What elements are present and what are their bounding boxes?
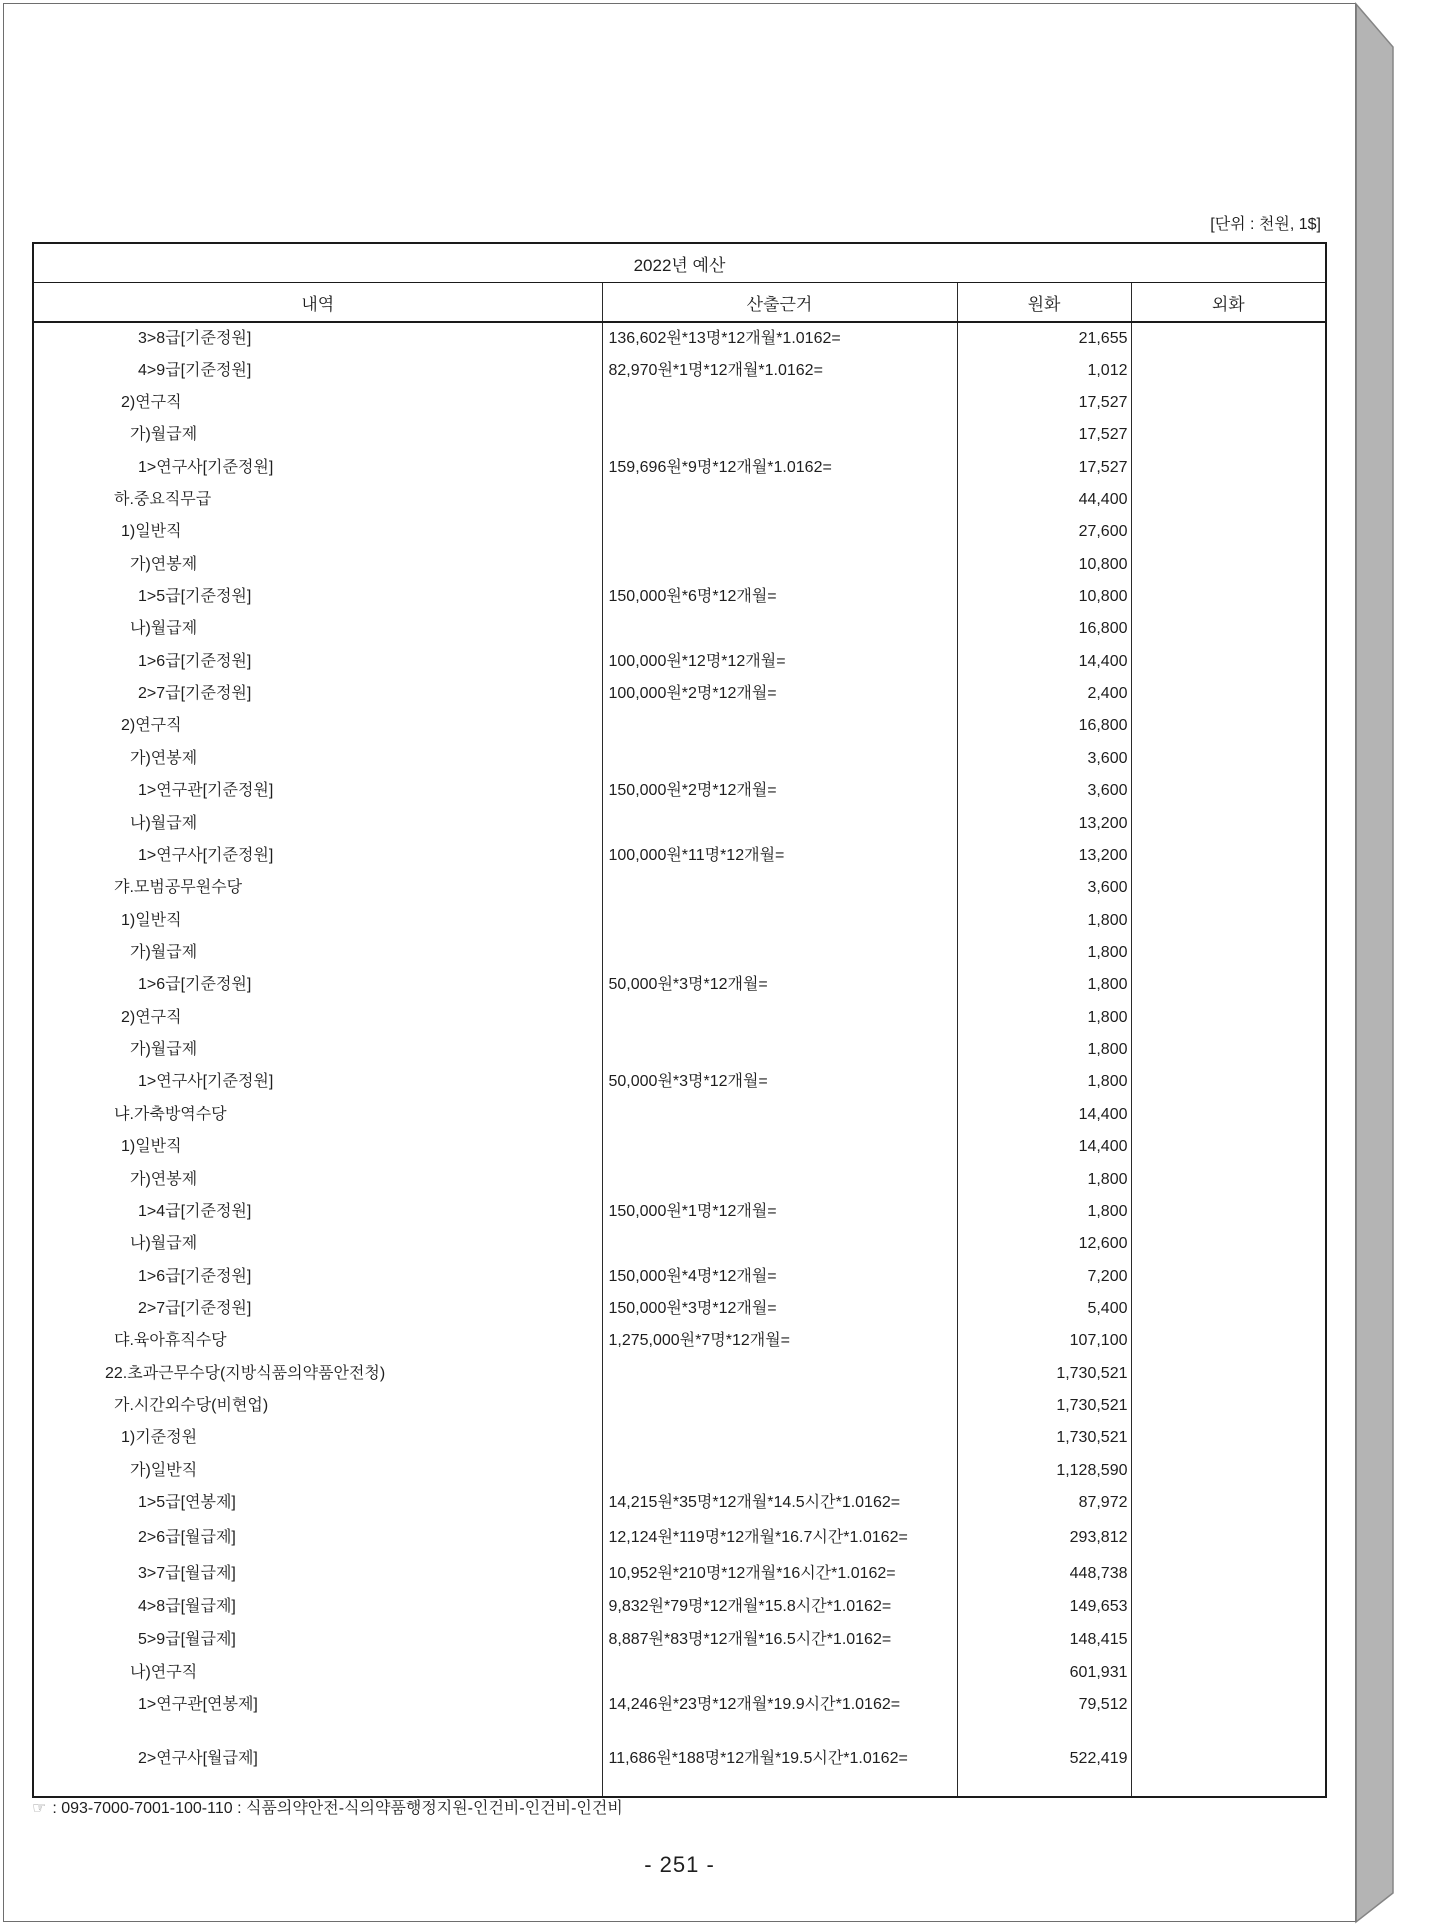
- table-row: [33, 1422, 1326, 1454]
- table-row: [33, 1002, 1326, 1034]
- cell-fx: [1131, 1591, 1326, 1624]
- cell-krw: 17,527: [957, 419, 1131, 451]
- cell-krw: 1,800: [957, 1196, 1131, 1228]
- cell-fx: [1131, 646, 1326, 678]
- table-row: [33, 969, 1326, 1001]
- cell-basis: 136,602원*13명*12개월*1.0162=: [602, 322, 957, 354]
- cell-krw: 149,653: [957, 1591, 1131, 1624]
- cell-fx: [1131, 354, 1326, 386]
- cell-basis: 8,887원*83명*12개월*16.5시간*1.0162=: [602, 1623, 957, 1656]
- cell-item: 갸.모범공무원수당: [33, 872, 602, 904]
- cell-item: 2>6급[월급제]: [33, 1519, 602, 1557]
- cell-krw: 2,400: [957, 678, 1131, 710]
- cell-basis: 14,246원*23명*12개월*19.9시간*1.0162=: [602, 1689, 957, 1722]
- table-body: [33, 322, 1326, 1797]
- cell-item: 1>6급[기준정원]: [33, 1260, 602, 1292]
- cell-item: 1>연구사[기준정원]: [33, 840, 602, 872]
- cell-krw: 1,730,521: [957, 1390, 1131, 1422]
- cell-basis: 100,000원*12명*12개월=: [602, 646, 957, 678]
- cell-item: 1>연구사[기준정원]: [33, 1066, 602, 1098]
- cell-basis: 50,000원*3명*12개월=: [602, 969, 957, 1001]
- cell-krw: 14,400: [957, 646, 1131, 678]
- cell-krw: 13,200: [957, 840, 1131, 872]
- cell-krw: 14,400: [957, 1099, 1131, 1131]
- cell-krw: 27,600: [957, 516, 1131, 548]
- cell-krw: 522,419: [957, 1722, 1131, 1797]
- table-row: [33, 1591, 1326, 1624]
- table-title: 2022년 예산: [33, 243, 1326, 283]
- cell-krw: 1,800: [957, 1002, 1131, 1034]
- cell-basis: 150,000원*4명*12개월=: [602, 1260, 957, 1292]
- table-row: [33, 516, 1326, 548]
- cell-basis: [602, 710, 957, 742]
- cell-fx: [1131, 419, 1326, 451]
- col-header-fx: 외화: [1131, 283, 1326, 323]
- cell-basis: [602, 419, 957, 451]
- cell-krw: 16,800: [957, 613, 1131, 645]
- cell-krw: 13,200: [957, 807, 1131, 839]
- cell-krw: 87,972: [957, 1487, 1131, 1519]
- cell-basis: [602, 484, 957, 516]
- cell-fx: [1131, 581, 1326, 613]
- cell-item: 가)일반직: [33, 1455, 602, 1487]
- cell-krw: 17,527: [957, 387, 1131, 419]
- cell-basis: 159,696원*9명*12개월*1.0162=: [602, 451, 957, 483]
- cell-basis: [602, 872, 957, 904]
- cell-basis: 100,000원*2명*12개월=: [602, 678, 957, 710]
- cell-fx: [1131, 1656, 1326, 1689]
- cell-fx: [1131, 516, 1326, 548]
- cell-fx: [1131, 1131, 1326, 1163]
- cell-basis: 100,000원*11명*12개월=: [602, 840, 957, 872]
- cell-fx: [1131, 1325, 1326, 1357]
- table-row: [33, 1656, 1326, 1689]
- cell-item: 2>7급[기준정원]: [33, 1293, 602, 1325]
- cell-krw: 1,730,521: [957, 1358, 1131, 1390]
- table-row: [33, 549, 1326, 581]
- cell-fx: [1131, 807, 1326, 839]
- cell-basis: [602, 549, 957, 581]
- cell-fx: [1131, 387, 1326, 419]
- table-row: [33, 1722, 1326, 1797]
- cell-fx: [1131, 1557, 1326, 1590]
- cell-basis: 10,952원*210명*12개월*16시간*1.0162=: [602, 1557, 957, 1590]
- column-header-row: [33, 283, 1326, 323]
- table-row: [33, 1260, 1326, 1292]
- cell-item: 가.시간외수당(비현업): [33, 1390, 602, 1422]
- cell-krw: 7,200: [957, 1260, 1131, 1292]
- account-code-text: : 093-7000-7001-100-110 : 식품의약안전-식의약품행정지원-인건비-인건비-인건비: [52, 1800, 623, 1817]
- cell-fx: [1131, 1487, 1326, 1519]
- cell-krw: 16,800: [957, 710, 1131, 742]
- table-row: [33, 1487, 1326, 1519]
- cell-item: 5>9급[월급제]: [33, 1623, 602, 1656]
- table-row: [33, 1099, 1326, 1131]
- cell-fx: [1131, 1519, 1326, 1557]
- cell-fx: [1131, 775, 1326, 807]
- cell-basis: [602, 1390, 957, 1422]
- cell-krw: 1,800: [957, 969, 1131, 1001]
- cell-fx: [1131, 1260, 1326, 1292]
- table-row: [33, 1455, 1326, 1487]
- cell-krw: 1,012: [957, 354, 1131, 386]
- cell-item: 3>8급[기준정원]: [33, 322, 602, 354]
- cell-basis: [602, 1034, 957, 1066]
- table-row: [33, 646, 1326, 678]
- cell-krw: 1,128,590: [957, 1455, 1131, 1487]
- table-title-row: [33, 243, 1326, 283]
- cell-krw: 17,527: [957, 451, 1131, 483]
- cell-basis: 11,686원*188명*12개월*19.5시간*1.0162=: [602, 1722, 957, 1797]
- cell-basis: [602, 1422, 957, 1454]
- cell-krw: 44,400: [957, 484, 1131, 516]
- cell-krw: 21,655: [957, 322, 1131, 354]
- table-row: [33, 937, 1326, 969]
- cell-basis: 1,275,000원*7명*12개월=: [602, 1325, 957, 1357]
- table-row: [33, 322, 1326, 354]
- cell-item: 가)연봉제: [33, 549, 602, 581]
- cell-item: 2>7급[기준정원]: [33, 678, 602, 710]
- table-row: [33, 840, 1326, 872]
- cell-basis: 50,000원*3명*12개월=: [602, 1066, 957, 1098]
- cell-item: 3>7급[월급제]: [33, 1557, 602, 1590]
- cell-fx: [1131, 613, 1326, 645]
- cell-item: 나)월급제: [33, 807, 602, 839]
- cell-basis: [602, 1099, 957, 1131]
- cell-fx: [1131, 1689, 1326, 1722]
- cell-krw: 107,100: [957, 1325, 1131, 1357]
- cell-item: 2)연구직: [33, 387, 602, 419]
- cell-item: 1>6급[기준정원]: [33, 646, 602, 678]
- cell-item: 1)일반직: [33, 516, 602, 548]
- cell-basis: [602, 1131, 957, 1163]
- table-row: [33, 484, 1326, 516]
- table-row: [33, 1034, 1326, 1066]
- table-row: [33, 1623, 1326, 1656]
- cell-item: 냐.가축방역수당: [33, 1099, 602, 1131]
- cell-fx: [1131, 969, 1326, 1001]
- cell-basis: 150,000원*3명*12개월=: [602, 1293, 957, 1325]
- cell-fx: [1131, 1228, 1326, 1260]
- table-row: [33, 451, 1326, 483]
- col-header-basis: 산출근거: [602, 283, 957, 323]
- cell-fx: [1131, 904, 1326, 936]
- cell-basis: 12,124원*119명*12개월*16.7시간*1.0162=: [602, 1519, 957, 1557]
- cell-krw: 1,800: [957, 1163, 1131, 1195]
- table-row: [33, 743, 1326, 775]
- table-row: [33, 354, 1326, 386]
- cell-item: 1)일반직: [33, 1131, 602, 1163]
- cell-basis: [602, 1002, 957, 1034]
- budget-table: [32, 242, 1327, 1798]
- cell-basis: [602, 1163, 957, 1195]
- cell-basis: 150,000원*1명*12개월=: [602, 1196, 957, 1228]
- page-number: - 251 -: [644, 1852, 715, 1877]
- cell-item: 1>연구관[기준정원]: [33, 775, 602, 807]
- cell-item: 하.중요직무급: [33, 484, 602, 516]
- cell-fx: [1131, 549, 1326, 581]
- cell-item: 2>연구사[월급제]: [33, 1722, 602, 1797]
- cell-item: 가)연봉제: [33, 743, 602, 775]
- cell-item: 가)월급제: [33, 937, 602, 969]
- cell-basis: [602, 743, 957, 775]
- cell-basis: 150,000원*2명*12개월=: [602, 775, 957, 807]
- cell-krw: 448,738: [957, 1557, 1131, 1590]
- cell-krw: 293,812: [957, 1519, 1131, 1557]
- cell-fx: [1131, 743, 1326, 775]
- cell-krw: 1,800: [957, 1066, 1131, 1098]
- cell-krw: 1,800: [957, 1034, 1131, 1066]
- cell-basis: 82,970원*1명*12개월*1.0162=: [602, 354, 957, 386]
- cell-fx: [1131, 451, 1326, 483]
- cell-item: 1>5급[연봉제]: [33, 1487, 602, 1519]
- table-row: [33, 678, 1326, 710]
- cell-fx: [1131, 1293, 1326, 1325]
- cell-fx: [1131, 1390, 1326, 1422]
- unit-label: [단위 : 천원, 1$]: [1210, 216, 1321, 233]
- cell-basis: 14,215원*35명*12개월*14.5시간*1.0162=: [602, 1487, 957, 1519]
- cell-krw: 3,600: [957, 743, 1131, 775]
- table-row: [33, 613, 1326, 645]
- cell-fx: [1131, 1358, 1326, 1390]
- cell-fx: [1131, 1455, 1326, 1487]
- cell-krw: 148,415: [957, 1623, 1131, 1656]
- table-row: [33, 1390, 1326, 1422]
- cell-item: 가)월급제: [33, 419, 602, 451]
- account-code-note: [32, 1798, 623, 1820]
- cell-fx: [1131, 1196, 1326, 1228]
- cell-item: 1>6급[기준정원]: [33, 969, 602, 1001]
- cell-basis: [602, 1228, 957, 1260]
- cell-krw: 601,931: [957, 1656, 1131, 1689]
- cell-basis: [602, 387, 957, 419]
- cell-item: 2)연구직: [33, 710, 602, 742]
- cell-item: 1)일반직: [33, 904, 602, 936]
- cell-item: 1>연구관[연봉제]: [33, 1689, 602, 1722]
- cell-basis: [602, 807, 957, 839]
- cell-krw: 5,400: [957, 1293, 1131, 1325]
- table-row: [33, 1066, 1326, 1098]
- cell-basis: [602, 1358, 957, 1390]
- cell-krw: 10,800: [957, 549, 1131, 581]
- cell-krw: 1,800: [957, 904, 1131, 936]
- table-row: [33, 710, 1326, 742]
- cell-basis: [602, 937, 957, 969]
- cell-fx: [1131, 872, 1326, 904]
- table-row: [33, 904, 1326, 936]
- cell-fx: [1131, 1099, 1326, 1131]
- cell-fx: [1131, 1163, 1326, 1195]
- cell-item: 4>9급[기준정원]: [33, 354, 602, 386]
- cell-krw: 10,800: [957, 581, 1131, 613]
- table-row: [33, 1196, 1326, 1228]
- cell-basis: [602, 1455, 957, 1487]
- table-row: [33, 1689, 1326, 1722]
- cell-item: 가)연봉제: [33, 1163, 602, 1195]
- table-row: [33, 581, 1326, 613]
- cell-item: 22.초과근무수당(지방식품의약품안전청): [33, 1358, 602, 1390]
- table-row: [33, 1519, 1326, 1557]
- cell-item: 나)월급제: [33, 613, 602, 645]
- cell-fx: [1131, 1722, 1326, 1797]
- table-row: [33, 872, 1326, 904]
- table-row: [33, 1228, 1326, 1260]
- cell-krw: 3,600: [957, 775, 1131, 807]
- cell-fx: [1131, 322, 1326, 354]
- cell-krw: 1,800: [957, 937, 1131, 969]
- table-row: [33, 419, 1326, 451]
- cell-basis: [602, 613, 957, 645]
- cell-item: 가)월급제: [33, 1034, 602, 1066]
- pointing-hand-icon: ☞: [32, 1800, 47, 1817]
- col-header-krw: 원화: [957, 283, 1131, 323]
- table-row: [33, 1131, 1326, 1163]
- cell-fx: [1131, 1066, 1326, 1098]
- cell-item: 1)기준정원: [33, 1422, 602, 1454]
- table-row: [33, 1325, 1326, 1357]
- cell-basis: [602, 516, 957, 548]
- cell-basis: 9,832원*79명*12개월*15.8시간*1.0162=: [602, 1591, 957, 1624]
- cell-basis: [602, 904, 957, 936]
- col-header-item: 내역: [33, 283, 602, 323]
- table-row: [33, 387, 1326, 419]
- cell-fx: [1131, 1422, 1326, 1454]
- cell-fx: [1131, 1623, 1326, 1656]
- cell-fx: [1131, 678, 1326, 710]
- cell-fx: [1131, 1002, 1326, 1034]
- table-row: [33, 807, 1326, 839]
- cell-fx: [1131, 484, 1326, 516]
- cell-item: 1>4급[기준정원]: [33, 1196, 602, 1228]
- cell-fx: [1131, 840, 1326, 872]
- cell-krw: 79,512: [957, 1689, 1131, 1722]
- cell-item: 1>연구사[기준정원]: [33, 451, 602, 483]
- cell-fx: [1131, 710, 1326, 742]
- table-row: [33, 1163, 1326, 1195]
- cell-fx: [1131, 937, 1326, 969]
- cell-item: 2)연구직: [33, 1002, 602, 1034]
- cell-basis: 150,000원*6명*12개월=: [602, 581, 957, 613]
- cell-krw: 14,400: [957, 1131, 1131, 1163]
- table-row: [33, 775, 1326, 807]
- cell-krw: 3,600: [957, 872, 1131, 904]
- cell-item: 4>8급[월급제]: [33, 1591, 602, 1624]
- cell-basis: [602, 1656, 957, 1689]
- cell-item: 1>5급[기준정원]: [33, 581, 602, 613]
- table-row: [33, 1358, 1326, 1390]
- table-row: [33, 1557, 1326, 1590]
- cell-krw: 12,600: [957, 1228, 1131, 1260]
- cell-fx: [1131, 1034, 1326, 1066]
- cell-krw: 1,730,521: [957, 1422, 1131, 1454]
- cell-item: 댜.육아휴직수당: [33, 1325, 602, 1357]
- cell-item: 나)연구직: [33, 1656, 602, 1689]
- cell-item: 나)월급제: [33, 1228, 602, 1260]
- table-row: [33, 1293, 1326, 1325]
